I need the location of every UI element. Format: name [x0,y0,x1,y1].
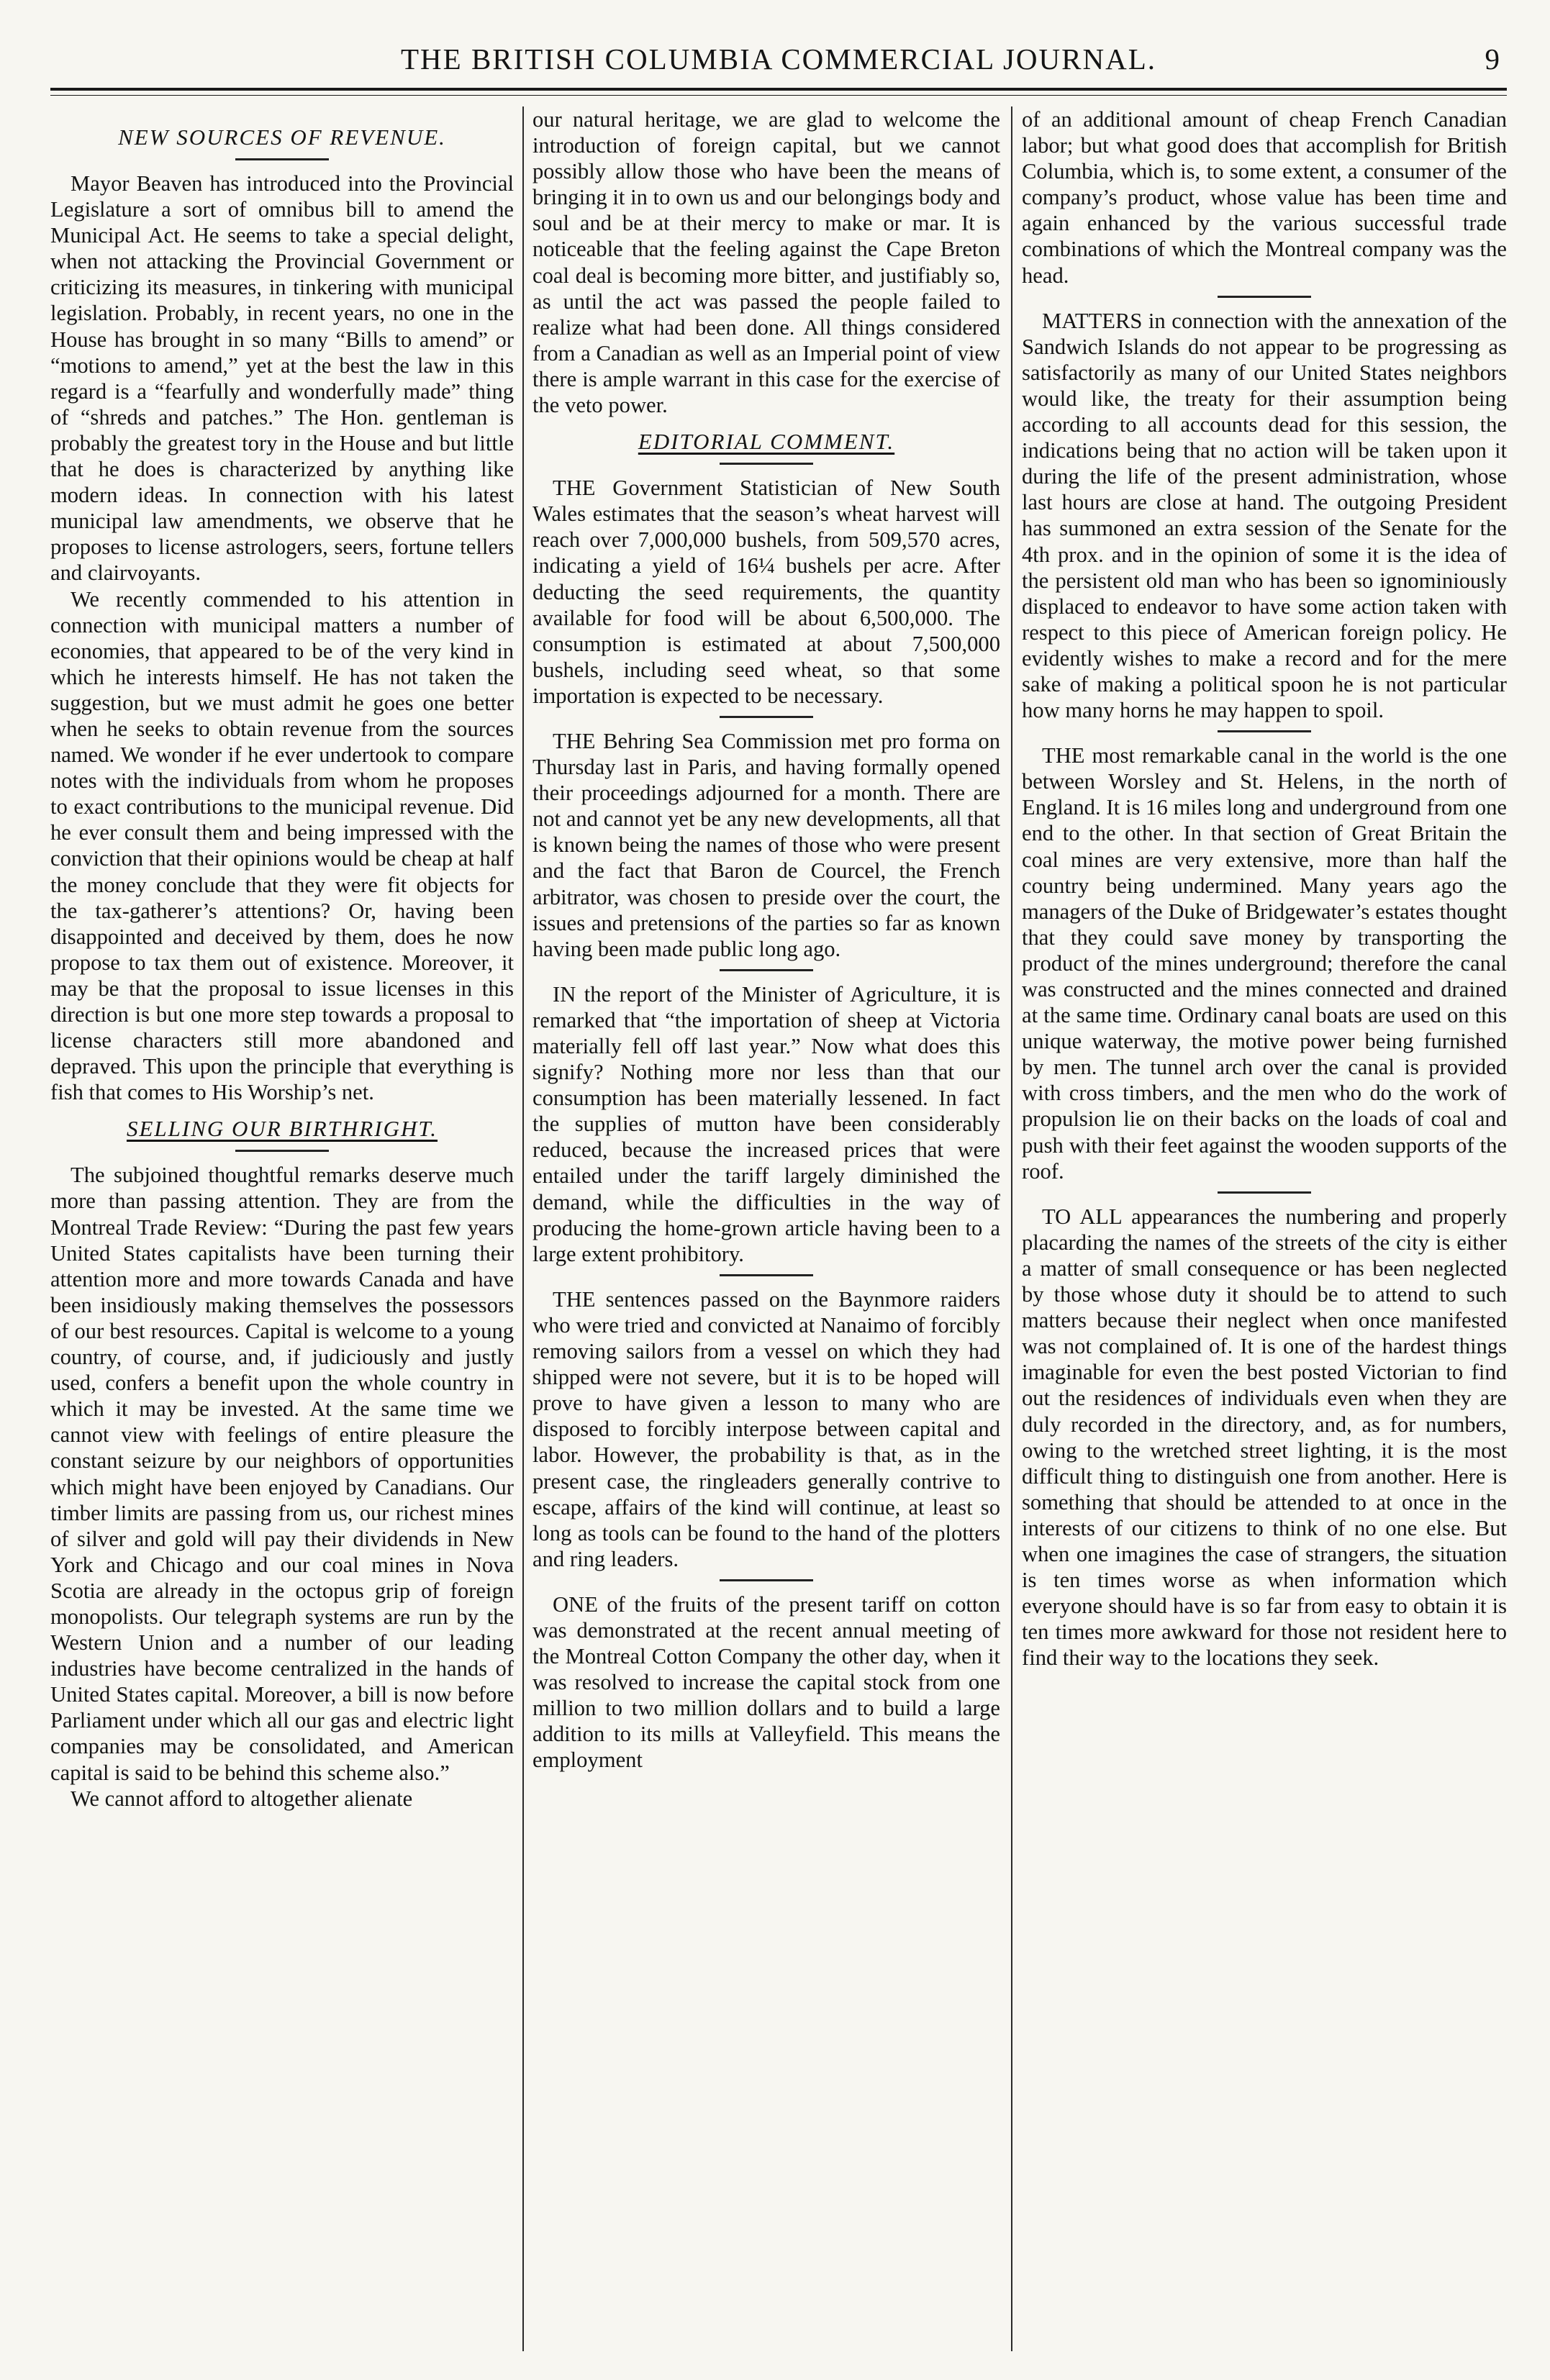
item-separator-rule [1218,730,1311,732]
page-number: 9 [1485,42,1500,76]
section-heading [50,1115,514,1143]
heading-rule [235,1150,329,1152]
section-heading-text: EDITORIAL COMMENT. [638,429,895,455]
item-separator-rule [1218,296,1311,298]
heading-rule [235,158,329,160]
article-paragraph: THE Behring Sea Commission met pro forma on Thursday last in Paris, and having formally opened their proceedings adjourned for a month. There are not and cannot yet be any new developments, all that is known being the names of those who were present and the fact that Baron de Courcel, the French arbitrator, was chosen to preside over the court, the issues and pretensions of the parties so far as known having been made public long ago. [532,728,1000,961]
article-paragraph: ONE of the fruits of the present tariff on cotton was demonstrated at the recent annual meeting of the Montreal Cotton Company the other day, when it was resolved to increase the capital stock from one million to two million dollars and to build a large addition to its mills at Valleyfield. This means the employment [532,1591,1000,1773]
column-divider [522,106,524,2351]
article-paragraph: The subjoined thoughtful remarks deserve much more than passing attention. They are from the Montreal Trade Review: “During the past few years United States capitalists have been turning their attention more and more towards Canada and have been insidiously making themselves the possessors of our best resources. Capital is welcome to a young country, of course, and, if judiciously and justly used, confers a benefit upon the whole country in which it may be invested. At the same time we cannot view with feelings of entire pleasure the constant seizure by our neighbors of opportunities which might have been enjoyed by Canadians. Our timber limits are passing from us, our richest mines of silver and gold will pay their dividends in New York and Chicago and our coal mines in Nova Scotia are already in the octopus grip of foreign monopolists. Our telegraph systems are run by the Western Union and a number of our leading industries have become centralized in the hands of United States capital. Moreover, a bill is now before Parliament under which all our gas and electric light companies may be consolidated, and American capital is said to be behind this scheme also.” [50,1163,514,1785]
article-paragraph: TO ALL appearances the numbering and properly placarding the names of the streets of the city is either a matter of small consequence or has been neglected by those whose duty it should be to attend to such matters because their neglect when once manifested was not complained of. It is one of the hardest things imaginable for even the best posted Victorian to find out the residences of individuals even when they are duly recorded in the directory, and, as for numbers, owing to the wretched street lighting, it is the most difficult thing to distinguish one from another. Here is something that should be attended to at once in the interests of our citizens to think of no one else. But when one imagines the case of strangers, the situation is ten times worse as when information which everyone should have is so far from easy to obtain it is ten times more awkward for those not resident here to find their way to the locations they seek. [1022,1204,1507,1671]
item-separator-rule [720,969,813,971]
header-rule-thin [50,95,1507,96]
article-paragraph: THE Government Statistician of New South Wales estimates that the season’s wheat harvest will reach over 7,000,000 bushels, from 509,570 acres, indicating a yield of 16¼ bushels per acre. After deducting the seed requirements, the quantity available for food will be about 6,500,000. The consumption is estimated at about 7,500,000 bushels, including seed wheat, so that some importation is expected to be necessary. [532,476,1000,708]
item-separator-rule [720,716,813,718]
header-rule-thick [50,88,1507,91]
journal-title: THE BRITISH COLUMBIA COMMERCIAL JOURNAL. [401,42,1156,76]
section-heading-text: SELLING OUR BIRTHRIGHT. [126,1116,438,1142]
section-heading-text: NEW SOURCES OF REVENUE. [118,124,446,150]
section-heading [50,124,514,151]
article-paragraph: THE sentences passed on the Baynmore raiders who were tried and convicted at Nanaimo of forcibly removing sailors from a vessel on which they had shipped were not severe, but it is to be hoped will prove to have given a lesson to many who are disposed to forcibly interpose between capital and labor. However, the probability is that, as in the present case, the ringleaders generally contrive to escape, affairs of the kind will continue, at least so long as tools can be found to the hand of the plotters and ring leaders. [532,1286,1000,1571]
item-separator-rule [720,1579,813,1581]
article-paragraph: We cannot afford to altogether alienate [71,1786,413,1811]
article-paragraph: THE most remarkable canal in the world is the one between Worsley and St. Helens, in the north of England. It is 16 miles long and underground from one end to the other. In that section of Great Britain the coal mines are very extensive, more than half the country being undermined. Many years ago the managers of the Duke of Bridgewater’s estates thought that they could save money by transporting the product of the mines underground; therefore the canal was constructed and the mines connected and drained at the same time. Ordinary canal boats are used on this unique waterway, the motive power being furnished by men. The tunnel arch over the canal is provided with cross timbers, and the men who do the work of propulsion lie on their backs on the loads of coal and push with their feet against the wooden supports of the roof. [1022,743,1507,1184]
column-3 [1022,106,1507,2351]
running-head [50,37,1507,81]
column-1 [50,106,514,2351]
item-separator-rule [720,1274,813,1276]
column-2 [532,106,1000,2351]
article-paragraph: We recently commended to his attention in connection with municipal matters a number of economies, that appeared to be of the very kind in which he interests himself. He has not taken the suggestion, but we must admit he goes one better when he seeks to obtain revenue from the sources named. We wonder if he ever undertook to compare notes with the individuals from whom he proposes to exact contributions to the municipal revenue. Did he ever consult them and being impressed with the conviction that their opinions would be cheap at half the money conclude that they were fit objects for the tax-gatherer’s attentions? Or, having been disappointed and deceived by them, does he now propose to tax them out of existence. Moreover, it may be that the proposal to issue licenses in this direction is but one more step towards a proposal to license characters still more abandoned and depraved. This upon the principle that everything is fish that comes to His Worship’s net. [50,586,514,1105]
article-paragraph-continued: our natural heritage, we are glad to welcome the introduction of foreign capital, but we cannot possibly allow those who have been the means of bringing it in to own us and our belongings body and soul and be at their mercy to make or mar. It is noticeable that the feeling against the Cape Breton coal deal is becoming more bitter, and justifiably so, as until the act was passed the people failed to realize what had been done. All things considered from a Canadian as well as an Imperial point of view there is ample warrant in this case for the exercise of the veto power. [532,107,1000,418]
article-paragraph: IN the report of the Minister of Agriculture, it is remarked that “the importation of sheep at Victoria materially fell off last year.” Now what does this signify? Nothing more nor less than that our consumption has been materially lessened. In fact the supplies of mutton have been considerably reduced, because the increased prices that were entailed under the tariff largely diminished the demand, while the difficulties in the way of producing the home-grown article having been to a large extent prohibitory. [532,981,1000,1266]
heading-rule [720,463,813,465]
section-heading [532,428,1000,455]
article-paragraph-continued: of an additional amount of cheap French Canadian labor; but what good does that accomplish for British Columbia, which is, to some extent, a consumer of the company’s product, whose value has been time and again enhanced by the various successful trade combinations of which the Montreal company was the head. [1022,107,1507,288]
column-divider [1011,106,1012,2351]
article-paragraph: Mayor Beaven has introduced into the Provincial Legislature a sort of omnibus bill to amend the Municipal Act. He seems to take a special delight, when not attacking the Provincial Government or criticizing its measures, in tinkering with municipal legislation. Probably, in recent years, no one in the House has brought in so many “Bills to amend” or “motions to amend,” yet at the best the law in this regard is a “fearfully and wonderfully made” thing of “shreds and patches.” The Hon. gentleman is probably the greatest tory in the House and but little that he does is characterized by anything like modern ideas. In connection with his latest municipal law amendments, we observe that he proposes to license astrologers, seers, fortune tellers and clairvoyants. [50,171,514,586]
item-separator-rule [1218,1191,1311,1194]
article-paragraph: MATTERS in connection with the annexation of the Sandwich Islands do not appear to be progressing as satisfactorily as many of our United States neighbors would like, the treaty for their assumption being according to all accounts dead for this session, the indications being that no action will be taken upon it during the life of the present administration, whose last hours are close at hand. The outgoing President has summoned an extra session of the Senate for the 4th prox. and in the opinion of some it is the idea of the persistent old man who has been so ignominiously displaced to endeavor to have some action taken with respect to this piece of American foreign policy. He evidently wishes to make a record and for the mere sake of making a political spoon he is not particular how many horns he may happen to spoil. [1022,308,1507,723]
